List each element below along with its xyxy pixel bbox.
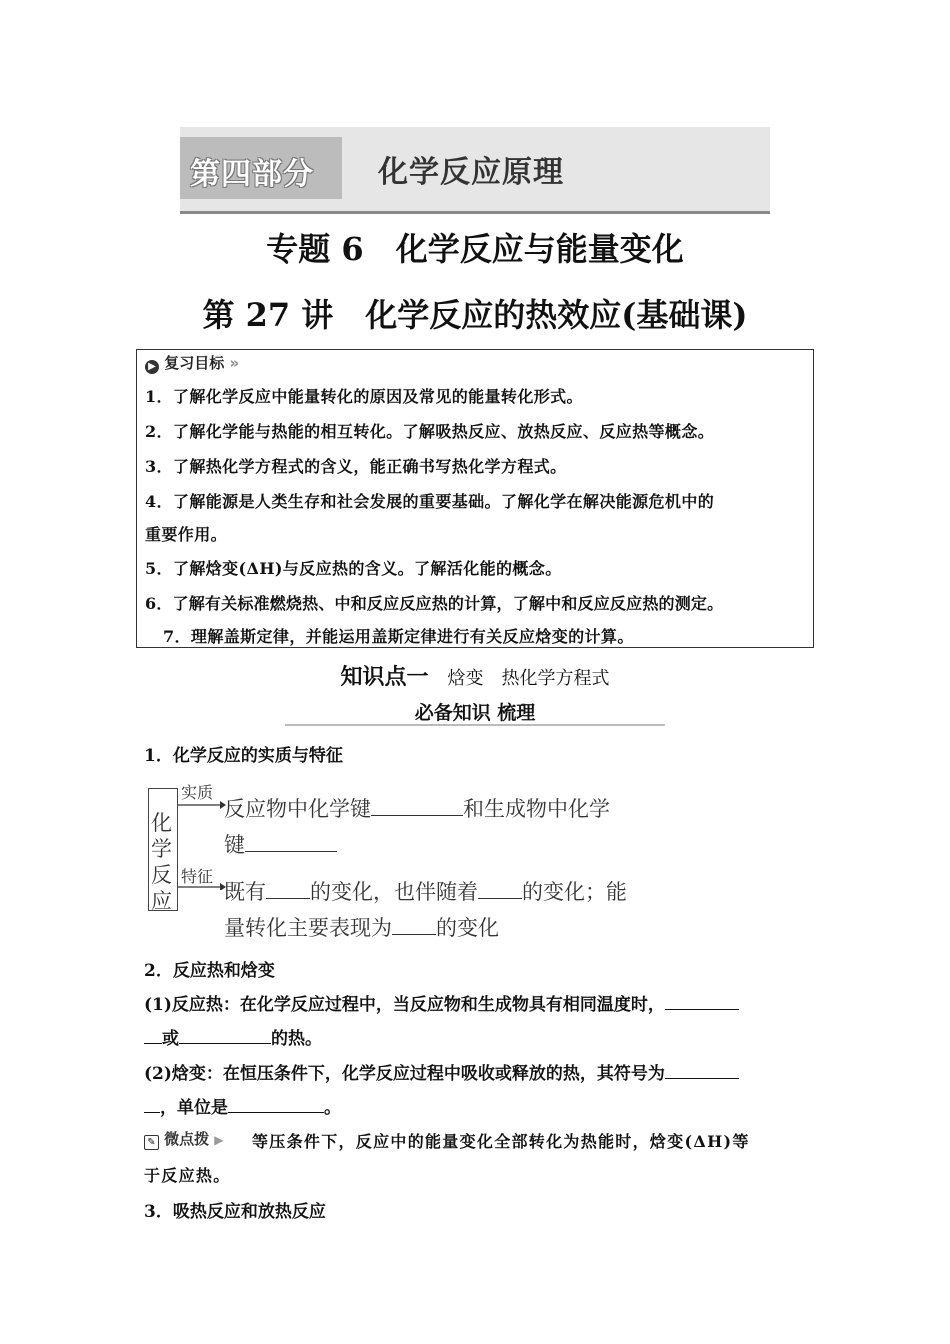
knowledge-point-heading bbox=[0, 660, 950, 691]
objectives-heading bbox=[145, 352, 239, 374]
objective-item: 4．了解能源是人类生存和社会发展的重要基础。了解化学在解决能源危机中的 bbox=[145, 492, 715, 511]
chem-reaction-label: 化学反应 bbox=[151, 811, 172, 913]
enthalpy-line-2 bbox=[144, 1093, 341, 1118]
feature-blank-2[interactable] bbox=[478, 880, 522, 899]
objective-item: 2．了解化学能与热能的相互转化。了解吸热反应、放热反应、反应热等概念。 bbox=[145, 422, 715, 441]
pencil-edit-icon: ✎ bbox=[144, 1135, 159, 1150]
essence-text-b: 和生成物中化学 bbox=[463, 797, 610, 821]
enthalpy-blank-1b[interactable] bbox=[144, 1096, 160, 1113]
part-banner bbox=[180, 127, 770, 214]
tip-line-1: 等压条件下，反应中的能量变化全部转化为热能时，焓变(ΔH)等 bbox=[252, 1132, 750, 1151]
enthalpy-text-b: ，单位是 bbox=[160, 1098, 228, 1118]
feature-text-e: 的变化 bbox=[436, 916, 499, 940]
tip-line-2: 于反应热。 bbox=[144, 1166, 231, 1185]
double-chevron-icon: » bbox=[229, 354, 240, 372]
essence-line-1 bbox=[224, 793, 610, 823]
feature-line-2 bbox=[224, 912, 499, 942]
essence-blank-1[interactable] bbox=[371, 797, 463, 816]
reaction-heat-line-1 bbox=[144, 990, 739, 1015]
review-objectives-box bbox=[136, 349, 814, 648]
feature-blank-3[interactable] bbox=[392, 916, 436, 935]
essence-text-a: 反应物中化学键 bbox=[224, 797, 371, 821]
feature-label: 特征 bbox=[181, 867, 214, 886]
reaction-heat-line-2 bbox=[144, 1024, 322, 1049]
essence-text-c: 键 bbox=[224, 833, 245, 857]
objective-item: 7．理解盖斯定律，并能运用盖斯定律进行有关反应焓变的计算。 bbox=[163, 627, 634, 646]
essence-line-2 bbox=[224, 829, 337, 859]
feature-text-c: 的变化；能 bbox=[522, 880, 627, 904]
feature-text-a: 既有 bbox=[224, 880, 266, 904]
objective-item: 1．了解化学反应中能量转化的原因及常见的能量转化形式。 bbox=[145, 387, 583, 406]
essence-label: 实质 bbox=[181, 783, 214, 802]
reaction-heat-text-b: 或 bbox=[162, 1029, 179, 1049]
part-title: 化学反应原理 bbox=[378, 155, 564, 190]
objective-item: 重要作用。 bbox=[145, 525, 228, 544]
knowledge-point-label: 知识点一 bbox=[340, 665, 429, 690]
part-label: 第四部分 bbox=[190, 157, 314, 192]
topic-title: 专题 6 化学反应与能量变化 bbox=[266, 230, 684, 268]
objectives-heading-text: 复习目标 bbox=[164, 354, 225, 372]
tip-label: 微点拨 bbox=[164, 1130, 210, 1148]
section-3-title: 3．吸热反应和放热反应 bbox=[144, 1202, 326, 1222]
objective-item: 3．了解热化学方程式的含义，能正确书写热化学方程式。 bbox=[145, 457, 567, 476]
reaction-heat-text-a: (1)反应热：在化学反应过程中，当反应物和生成物具有相同温度时， bbox=[144, 995, 665, 1015]
knowledge-point-topic: 焓变 热化学方程式 bbox=[447, 668, 610, 689]
triangle-right-icon: ▶ bbox=[214, 1133, 224, 1147]
feature-text-b: 的变化，也伴随着 bbox=[310, 880, 478, 904]
objective-item: 6．了解有关标准燃烧热、中和反应反应热的计算，了解中和反应反应热的测定。 bbox=[145, 594, 724, 613]
feature-blank-1[interactable] bbox=[266, 880, 310, 899]
enthalpy-line-1 bbox=[144, 1059, 739, 1084]
enthalpy-blank-2[interactable] bbox=[228, 1096, 324, 1113]
enthalpy-text-a: (2)焓变：在恒压条件下，化学反应过程中吸收或释放的热，其符号为 bbox=[144, 1064, 665, 1084]
lecture-title: 第 27 讲 化学反应的热效应(基础课) bbox=[202, 296, 748, 334]
objective-item: 5．了解焓变(ΔH)与反应热的含义。了解活化能的概念。 bbox=[145, 559, 562, 578]
reaction-heat-blank-1b[interactable] bbox=[144, 1027, 162, 1044]
feature-line-1 bbox=[224, 876, 627, 906]
feature-text-d: 量转化主要表现为 bbox=[224, 916, 392, 940]
enthalpy-text-c: 。 bbox=[324, 1098, 341, 1118]
section-1-title: 1．化学反应的实质与特征 bbox=[144, 746, 343, 766]
circle-arrow-icon: ▶ bbox=[145, 360, 159, 374]
reaction-heat-blank-2[interactable] bbox=[179, 1027, 271, 1044]
enthalpy-blank-1a[interactable] bbox=[665, 1062, 739, 1079]
tip-badge bbox=[144, 1128, 223, 1150]
section-2-title: 2．反应热和焓变 bbox=[144, 961, 275, 981]
reaction-heat-blank-1a[interactable] bbox=[665, 993, 739, 1010]
subheading: 必备知识 梳理 bbox=[414, 702, 536, 724]
reaction-heat-text-c: 的热。 bbox=[271, 1029, 322, 1049]
essence-blank-2[interactable] bbox=[245, 833, 337, 852]
